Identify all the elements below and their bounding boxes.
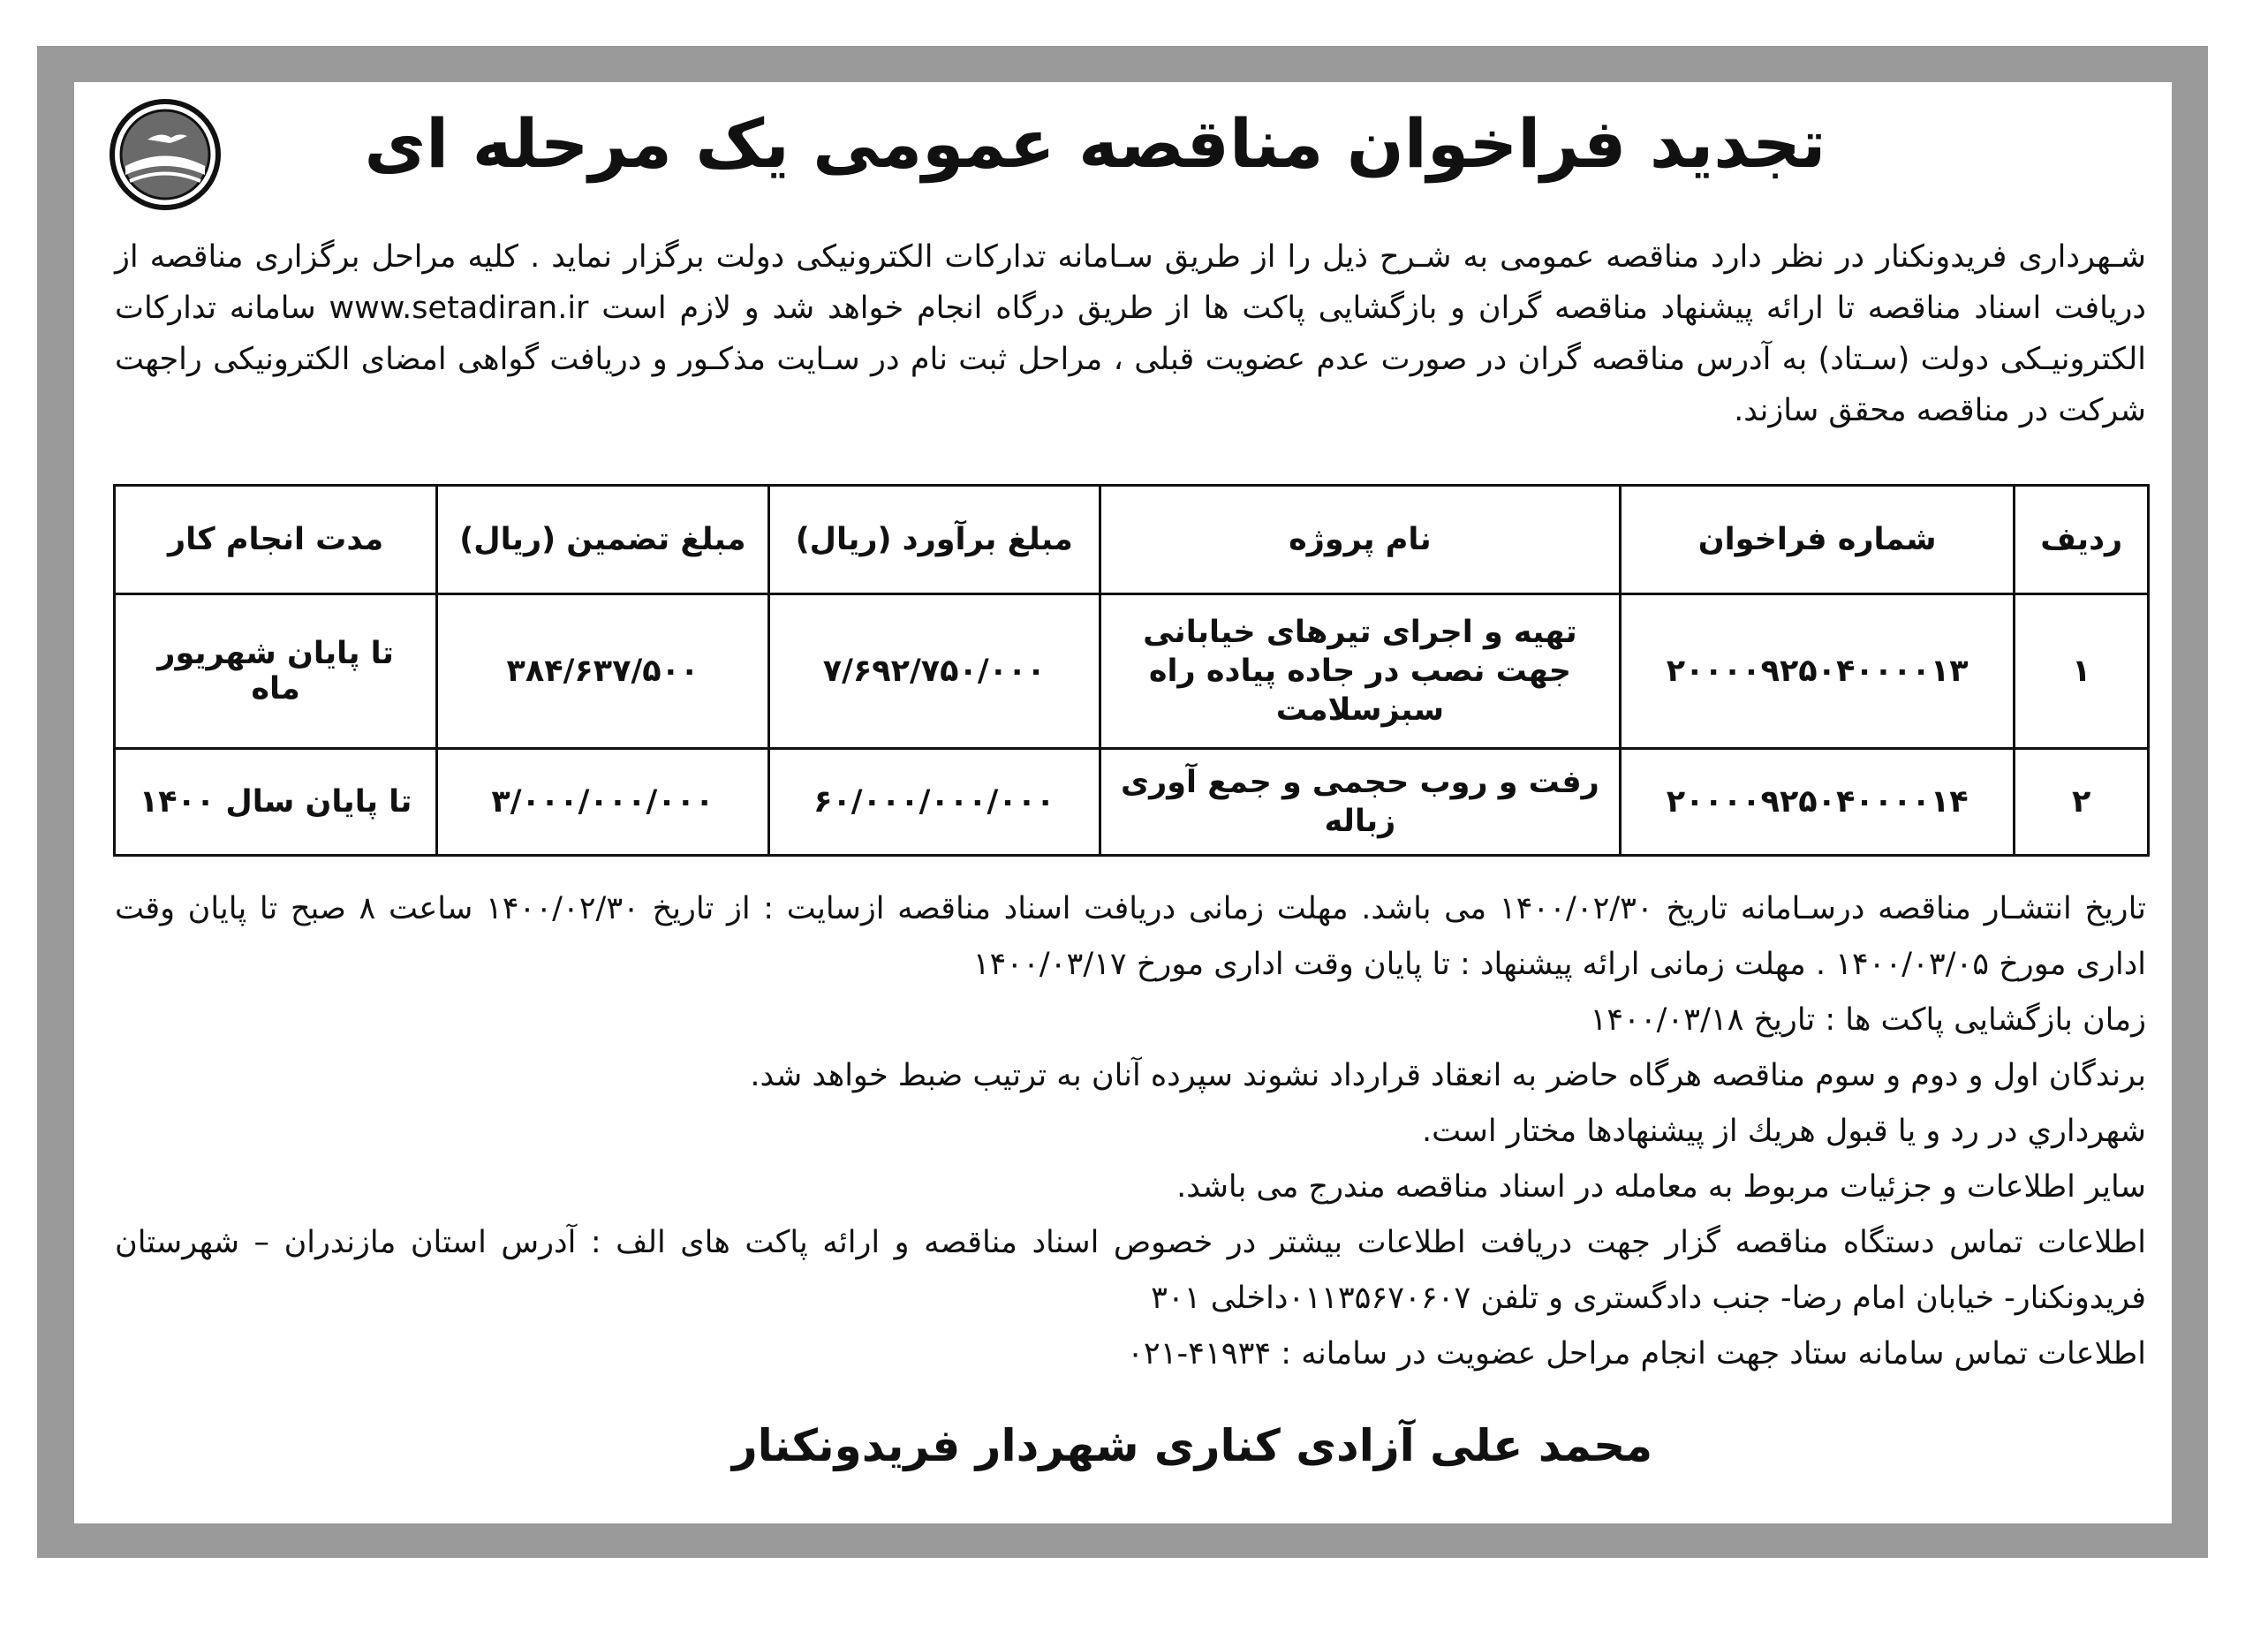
cell-row-number: ۱ <box>2015 594 2149 749</box>
header-duration: مدت انجام کار <box>115 486 437 594</box>
table-header-row <box>115 486 2149 594</box>
cell-project-name: تهیه و اجرای تیرهای خیابانی جهت نصب در جاده پیاده راه سبزسلامت <box>1100 594 1620 749</box>
header-estimate-amount: مبلغ برآورد (ریال) <box>768 486 1100 594</box>
cell-project-name: رفت و روب حجمی و جمع آوری زباله <box>1100 749 1620 856</box>
header-row-number: ردیف <box>2015 486 2149 594</box>
intro-paragraph: شـهرداری فریدونکنار در نظر دارد مناقصه عمومی به شـرح ذیل را از طریق سـامانه تدارکات الکترونیکی دولت برگزار نماید . کلیه مراحل برگزاری مناقصه از دریافت اسناد مناقصه تا ارائه پیشنهاد مناقصه گران و بازگشایی پاکت ها از طریق درگاه انجام خواهد شد و لازم است www.setadiran.ir سامانه تدارکات الکترونیـکی دولت (سـتاد) به آدرس مناقصه گران در صورت عدم عضویت قبلی ، مراحل ثبت نام در سـایت مذکـور و دریافت گواهی امضای الکترونیکی راجهت شرکت در مناقصه محقق سازند. <box>115 239 2146 428</box>
cell-row-number: ۲ <box>2015 749 2149 856</box>
cell-duration: تا پایان شهریور ماه <box>115 594 437 749</box>
opening-date: زمان بازگشایی پاکت ها : تاریخ ۱۴۰۰/۰۳/۱۸ <box>1590 1002 2146 1038</box>
cell-call-number: ۲۰۰۰۰۹۲۵۰۴۰۰۰۰۱۳ <box>1620 594 2015 749</box>
cell-guarantee-amount: ۳/۰۰۰/۰۰۰/۰۰۰ <box>437 749 768 856</box>
cell-guarantee-amount: ۳۸۴/۶۳۷/۵۰۰ <box>437 594 768 749</box>
municipality-rights: شهرداري در رد و يا قبول هريك از پيشنهادها مختار است. <box>1422 1114 2146 1149</box>
notice-title: تجدید فراخوان مناقصه عمومی یک مرحله ای <box>364 104 1826 183</box>
notice-details <box>115 881 2146 1382</box>
tender-table <box>113 484 2150 857</box>
header-guarantee-amount: مبلغ تضمین (ریال) <box>437 486 768 594</box>
table-row <box>115 749 2149 856</box>
contact-info: اطلاعات تماس دستگاه مناقصه گزار جهت دریافت اطلاعات بیشتر در خصوص اسناد مناقصه و ارائه پاکت های الف : آدرس استان مازندران – شهرستان فریدونکنار- خیابان امام رضا- جنب دادگستری و تلفن ۰۱۱۳۵۶۷۰۶۰۷داخلی ۳۰۱ <box>115 1225 2146 1316</box>
other-info: سایر اطلاعات و جزئیات مربوط به معامله در اسناد مناقصه مندرج می باشد. <box>1176 1169 2146 1205</box>
cell-call-number: ۲۰۰۰۰۹۲۵۰۴۰۰۰۰۱۴ <box>1620 749 2015 856</box>
cell-estimate-amount: ۶۰/۰۰۰/۰۰۰/۰۰۰ <box>768 749 1100 856</box>
setad-contact: اطلاعات تماس سامانه ستاد جهت انجام مراحل عضویت در سامانه : ۴۱۹۳۴-۰۲۱ <box>1127 1336 2146 1372</box>
cell-estimate-amount: ۷/۶۹۲/۷۵۰/۰۰۰ <box>768 594 1100 749</box>
municipality-emblem-icon <box>108 97 223 212</box>
header-project-name: نام پروژه <box>1100 486 1620 594</box>
mayor-signature: محمد علی آزادی کناری شهردار فریدونکنار <box>731 1420 1653 1471</box>
header-call-number: شماره فراخوان <box>1620 486 2015 594</box>
table-row <box>115 594 2149 749</box>
winners-clause: برندگان اول و دوم و سوم مناقصه هرگاه حاضر به انعقاد قرارداد نشوند سپرده آنان به ترتیب ضبط خواهد شد. <box>750 1058 2146 1093</box>
cell-duration: تا پایان سال ۱۴۰۰ <box>115 749 437 856</box>
publication-dates: تاریخ انتشـار مناقصه درسـامانه تاریخ ۱۴۰۰/۰۲/۳۰ می باشد. مهلت زمانی دریافت اسناد مناقصه ازسایت : از تاریخ ۱۴۰۰/۰۲/۳۰ ساعت ۸ صبح تا پایان وقت اداری مورخ ۱۴۰۰/۰۳/۰۵ . مهلت زمانی ارائه پیشنهاد : تا پایان وقت اداری مورخ ۱۴۰۰/۰۳/۱۷ <box>115 891 2146 982</box>
